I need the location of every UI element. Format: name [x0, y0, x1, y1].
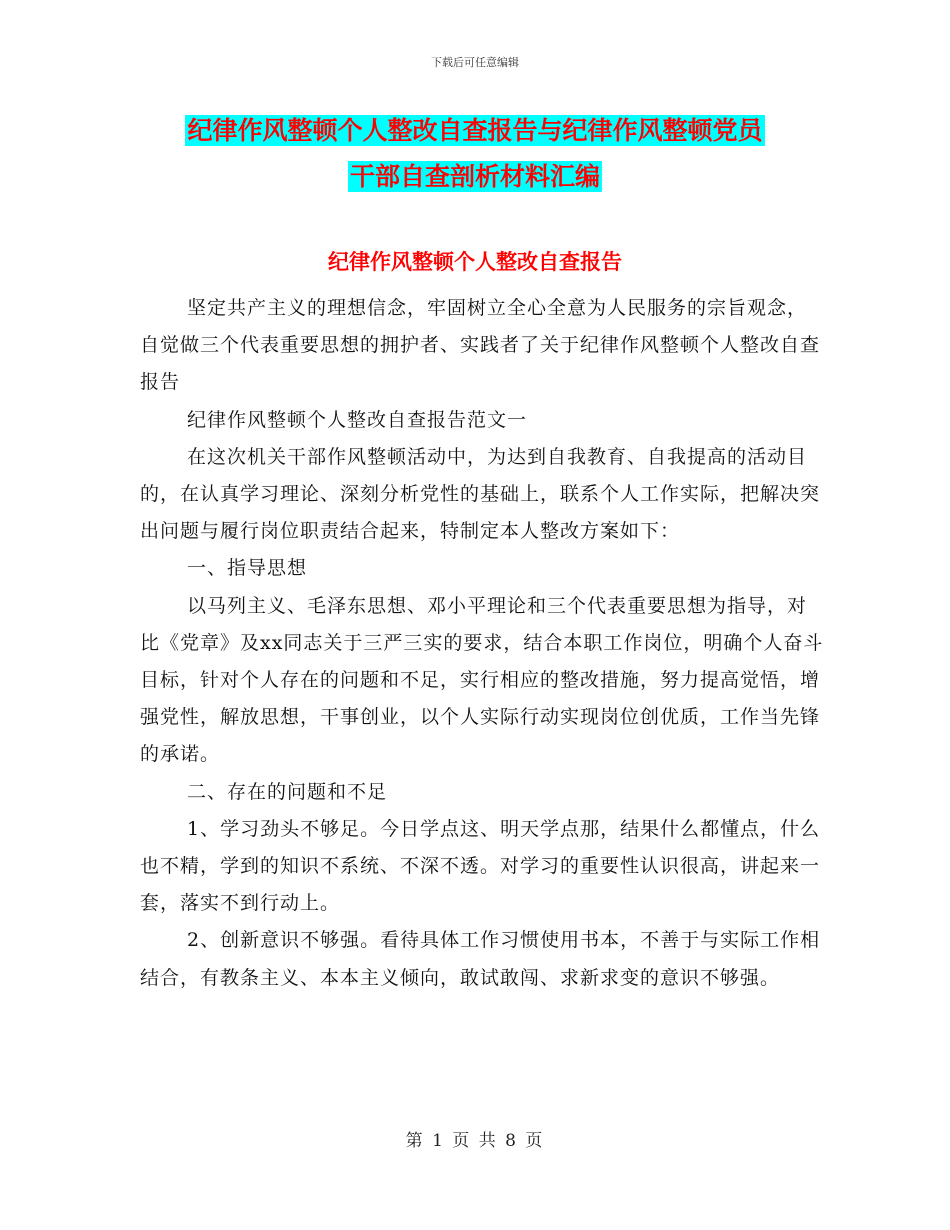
section-title: 纪律作风整顿个人整改自查报告 [328, 249, 622, 274]
paragraph: 以马列主义、毛泽东思想、邓小平理论和三个代表重要思想为指导，对比《党章》及xx同志关于三严三实的要求，结合本职工作岗位，明确个人奋斗目标，针对个人存在的问题和不足，实行相应的整改措施，努力提高觉悟，增强党性，解放思想，干事创业，以个人实际行动实现岗位创优质，工作当先锋的承诺。 [140, 594, 824, 766]
paragraph: 纪律作风整顿个人整改自查报告范文一 [187, 408, 528, 431]
paragraph: 在这次机关干部作风整顿活动中，为达到自我教育、自我提高的活动目的，在认真学习理论、深刻分析党性的基础上，联系个人工作实际，把解决突出问题与履行岗位职责结合起来，特制定本人整改方案如下： [140, 445, 821, 543]
document-title-line-2: 干部自查剖析材料汇编 [349, 162, 600, 191]
paragraph: 坚定共产主义的理想信念，牢固树立全心全意为人民服务的宗旨观念，自觉做三个代表重要思想的拥护者、实践者了关于纪律作风整顿个人整改自查报告 [140, 297, 821, 394]
document-title-line-1: 纪律作风整顿个人整改自查报告与纪律作风整顿党员 [187, 116, 763, 145]
paragraph-heading: 一、指导思想 [187, 557, 308, 580]
paragraph: 2、创新意识不够强。看待具体工作习惯使用书本，不善于与实际工作相结合，有教条主义、本本主义倾向，敢试敢闯、求新求变的意识不够强。 [140, 929, 821, 989]
document-title [0, 108, 950, 200]
paragraph: 1、学习劲头不够足。今日学点这、明天学点那，结果什么都懂点，什么也不精，学到的知识不系统、不深不透。对学习的重要性认识很高，讲起来一套，落实不到行动上。 [140, 817, 821, 915]
body-text [140, 290, 826, 997]
paragraph-heading: 二、存在的问题和不足 [187, 780, 388, 803]
header-note: 下载后可任意编辑 [431, 56, 519, 69]
page-footer: 第 1 页 共 8 页 [405, 1131, 545, 1151]
